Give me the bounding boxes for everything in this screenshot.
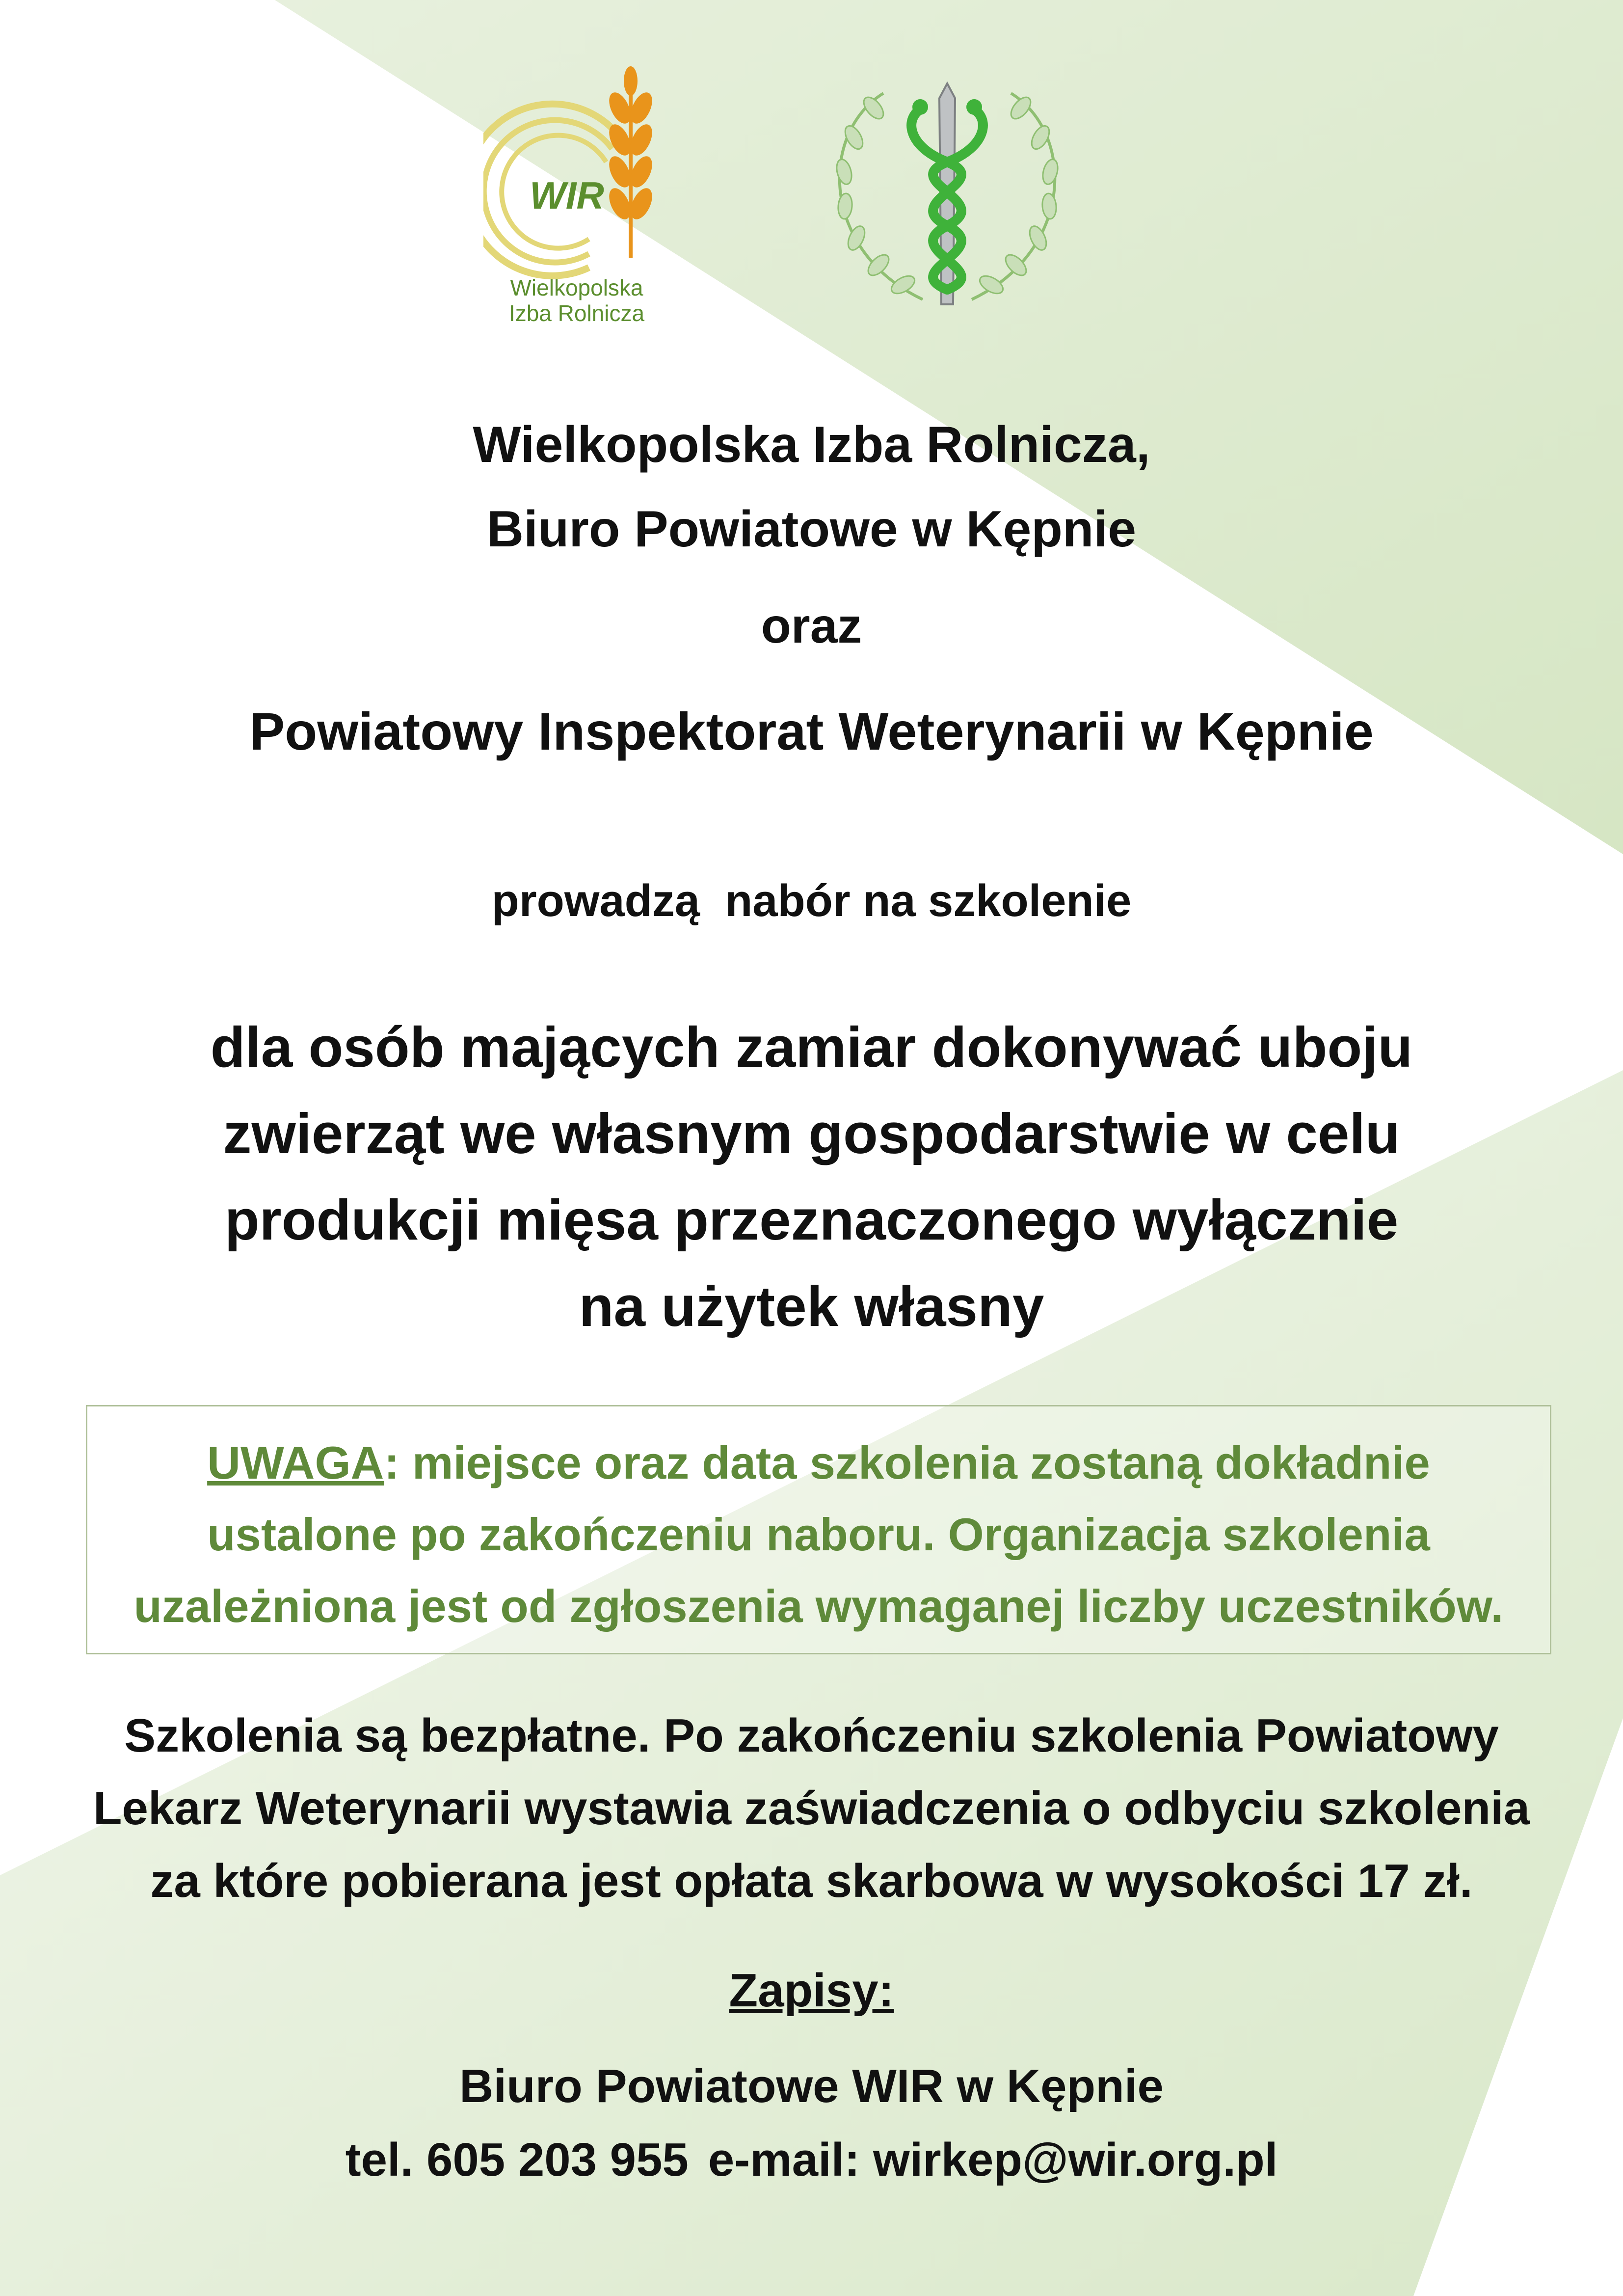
serpent-head-right bbox=[966, 99, 982, 115]
wir-monogram: WIR bbox=[530, 174, 604, 217]
organizer-title bbox=[0, 403, 1623, 571]
purpose-line: zwierząt we własnym gospodarstwie w celu bbox=[223, 1102, 1400, 1165]
caduceus-wreath-icon bbox=[800, 64, 1094, 329]
fee-line: Szkolenia są bezpłatne. Po zakończeniu szkolenia Powiatowy bbox=[124, 1709, 1499, 1762]
wir-caption-line1: Wielkopolska bbox=[510, 275, 643, 300]
contact-line bbox=[0, 2123, 1623, 2197]
purpose-line: dla osób mających zamiar dokonywać uboju bbox=[210, 1015, 1413, 1079]
training-purpose bbox=[0, 1004, 1623, 1350]
fee-line: za które pobierana jest opłata skarbowa w wysokości 17 zł. bbox=[150, 1855, 1473, 1907]
organizer-line1: Wielkopolska Izba Rolnicza, bbox=[473, 416, 1150, 473]
fee-info bbox=[0, 1700, 1623, 1918]
notice-line1-rest: : miejsce oraz data szkolenia zostaną dokładnie bbox=[384, 1437, 1430, 1488]
signup-heading: Zapisy: bbox=[729, 1964, 894, 2017]
recruitment-text: prowadzą nabór na szkolenie bbox=[491, 876, 1132, 926]
organizer-2: Powiatowy Inspektorat Weterynarii w Kępnie bbox=[249, 702, 1374, 761]
purpose-line: na użytek własny bbox=[579, 1274, 1044, 1338]
notice-line1 bbox=[87, 1427, 1550, 1499]
phone-number[interactable]: tel. 605 203 955 bbox=[345, 2134, 689, 2186]
purpose-line: produkcji mięsa przeznaczonego wyłącznie bbox=[224, 1188, 1399, 1252]
notice-box bbox=[86, 1405, 1551, 1654]
office-name: Biuro Powiatowe WIR w Kępnie bbox=[459, 2060, 1164, 2112]
notice-line3: uzależniona jest od zgłoszenia wymaganej liczby uczestników. bbox=[133, 1580, 1504, 1632]
email-address[interactable]: e-mail: wirkep@wir.org.pl bbox=[708, 2134, 1278, 2186]
conjunction: oraz bbox=[761, 598, 862, 653]
serpent-head-left bbox=[912, 99, 928, 115]
wir-caption bbox=[483, 275, 670, 326]
contact-info bbox=[0, 2050, 1623, 2197]
notice-text bbox=[87, 1427, 1550, 1642]
notice-label: UWAGA bbox=[207, 1437, 384, 1488]
organizer-line2: Biuro Powiatowe w Kępnie bbox=[486, 501, 1137, 558]
notice-line2: ustalone po zakończeniu naboru. Organizacja szkolenia bbox=[207, 1509, 1430, 1560]
wir-caption-line2: Izba Rolnicza bbox=[508, 300, 645, 326]
fee-line: Lekarz Weterynarii wystawia zaświadczenia o odbyciu szkolenia bbox=[93, 1782, 1530, 1835]
